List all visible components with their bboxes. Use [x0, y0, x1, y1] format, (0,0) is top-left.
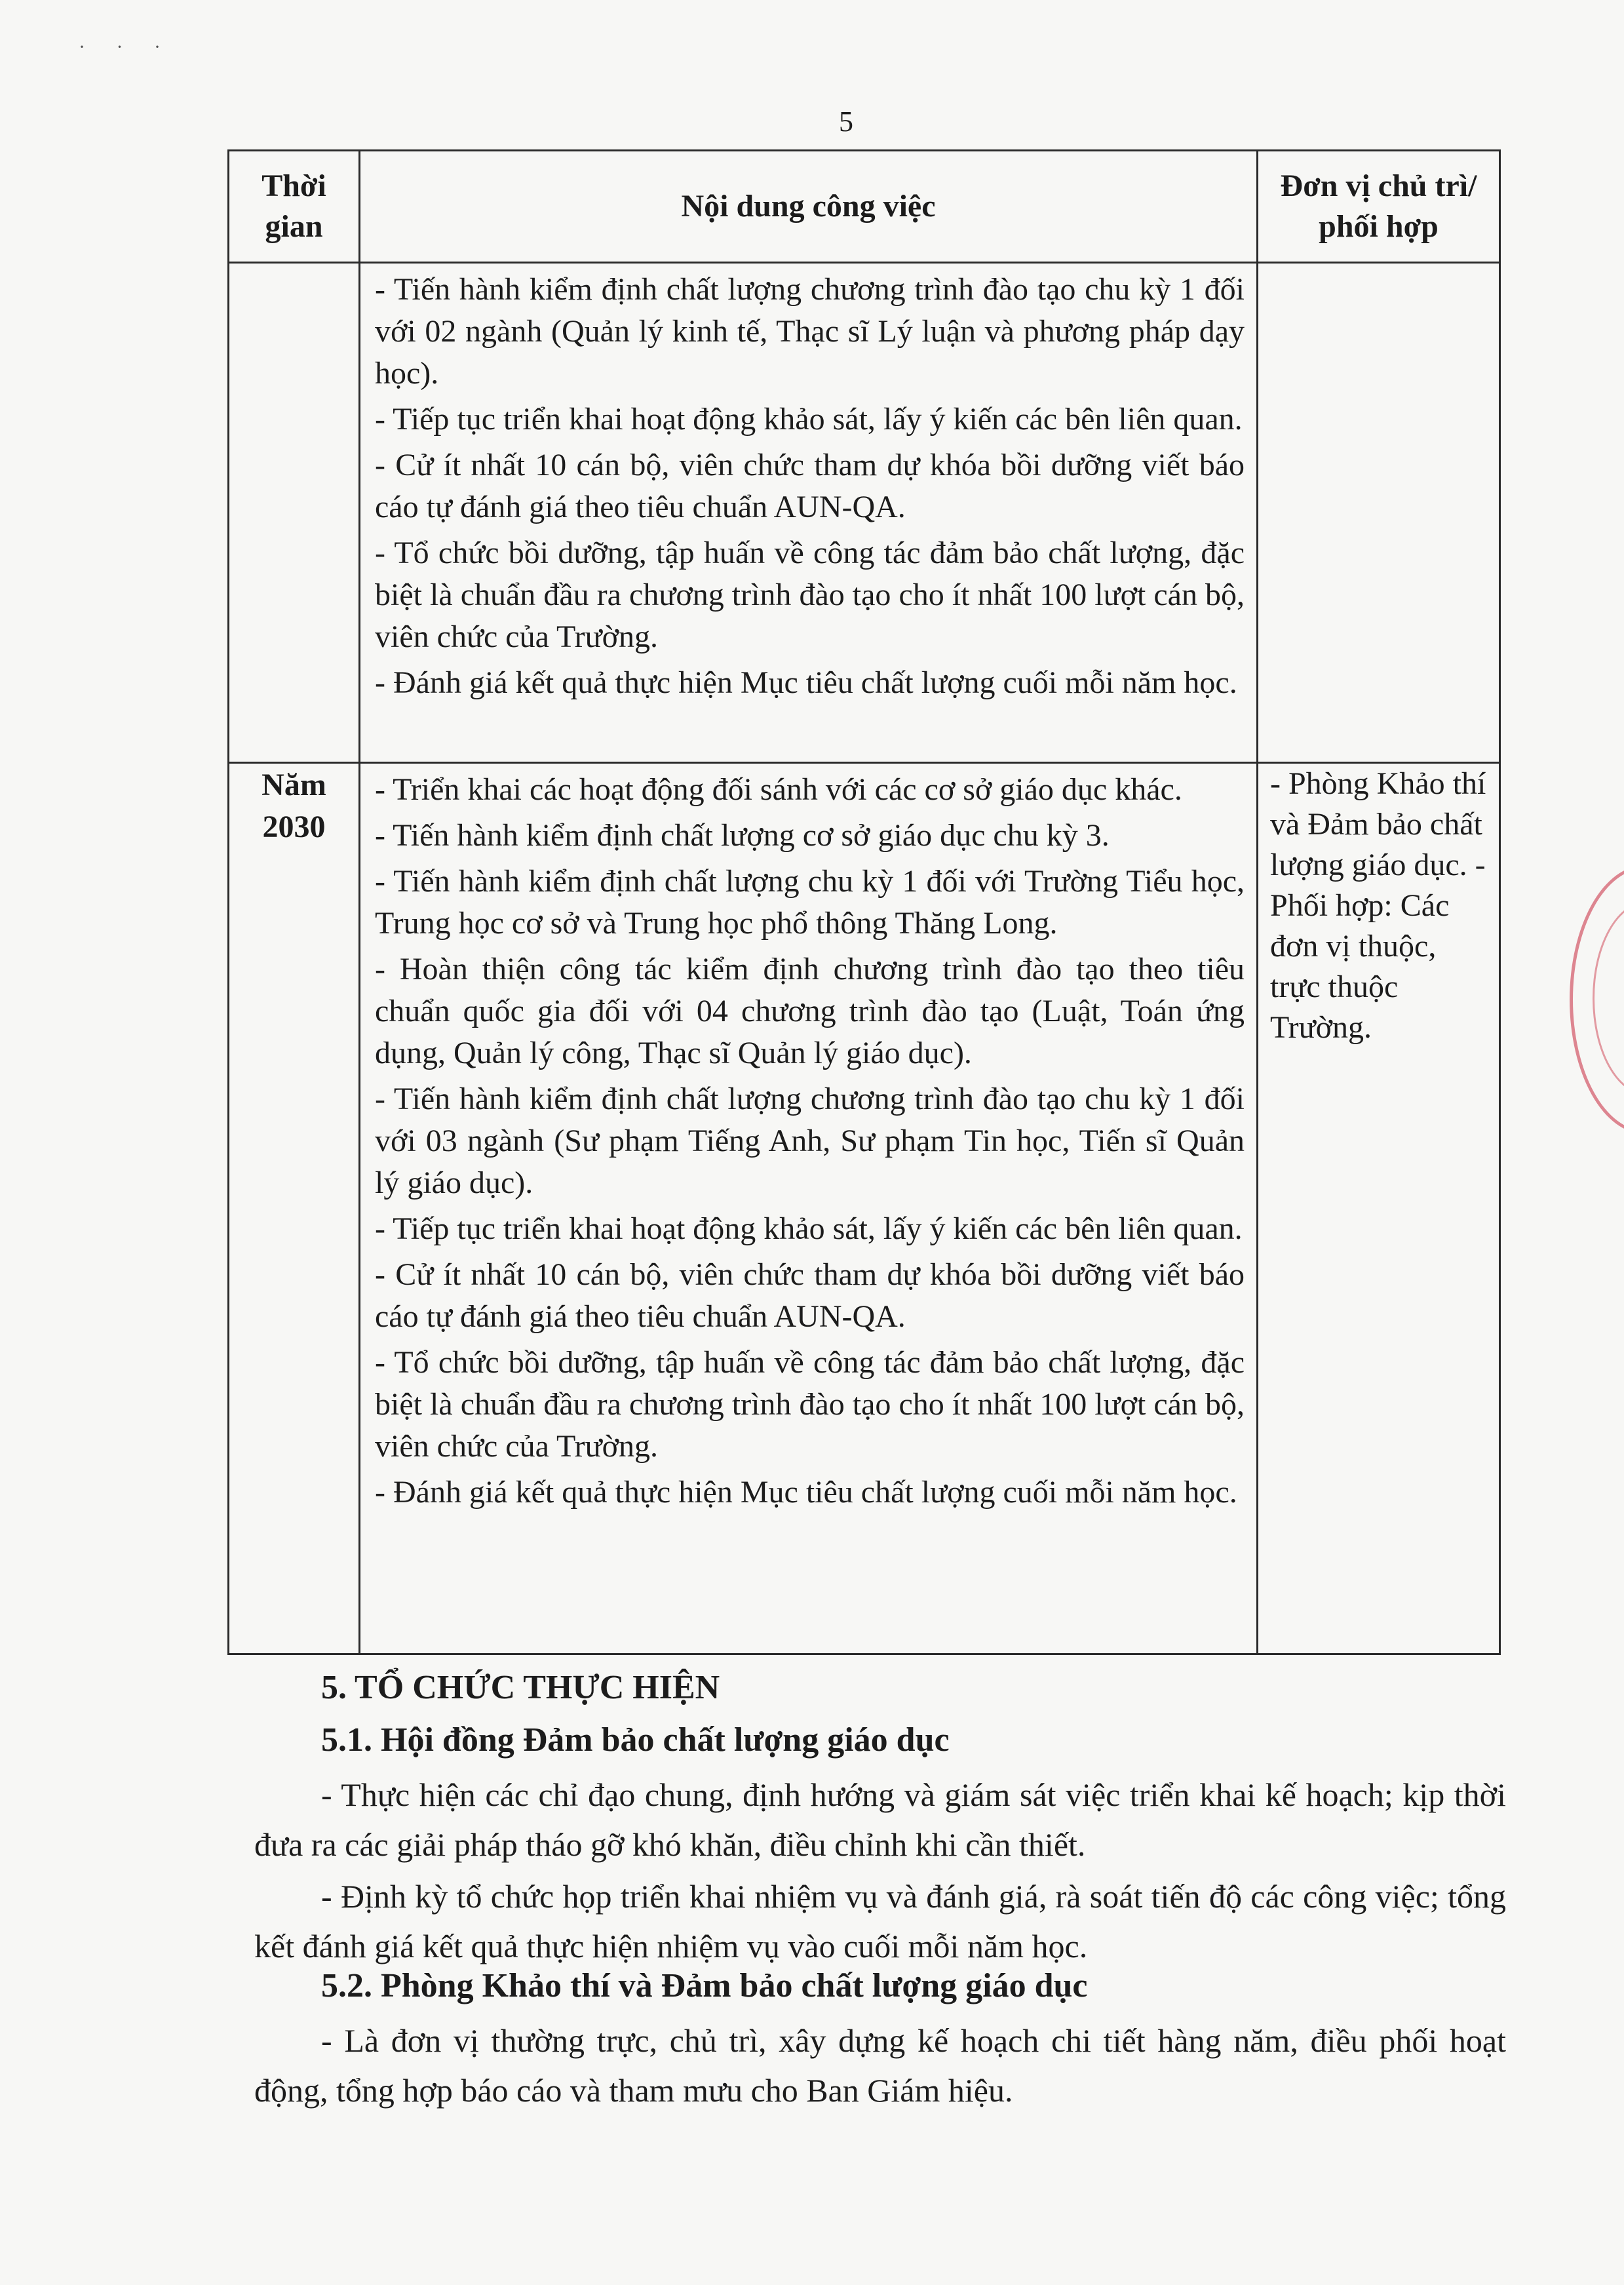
task-item: - Tiến hành kiểm định chất lượng cơ sở giáo dục chu kỳ 3. — [375, 818, 1110, 853]
task-item: - Tổ chức bồi dưỡng, tập huấn về công tác đảm bảo chất lượng, đặc biệt là chuẩn đầu ra chương trình đào tạo cho ít nhất 100 lượt cán bộ, viên chức của Trường. — [375, 536, 1245, 654]
subsection-title-5-2: 5.2. Phòng Khảo thí và Đảm bảo chất lượng giáo dục — [321, 1967, 1088, 2004]
row-unit — [1258, 263, 1500, 763]
scan-artifact: · · · — [79, 36, 174, 58]
task-item: - Tiếp tục triển khai hoạt động khảo sát, lấy ý kiến các bên liên quan. — [375, 402, 1243, 437]
task-item: - Tổ chức bồi dưỡng, tập huấn về công tác đảm bảo chất lượng, đặc biệt là chuẩn đầu ra chương trình đào tạo cho ít nhất 100 lượt cán bộ, viên chức của Trường. — [375, 1345, 1245, 1464]
header-time: Thời gian — [229, 151, 360, 263]
task-item: - Cử ít nhất 10 cán bộ, viên chức tham dự khóa bồi dưỡng viết báo cáo tự đánh giá theo tiêu chuẩn AUN-QA. — [375, 448, 1245, 524]
task-item: - Tiến hành kiểm định chất lượng chương trình đào tạo chu kỳ 1 đối với 03 ngành (Sư phạm Tiếng Anh, Sư phạm Tin học, Tiến sĩ Quản lý giáo dục). — [375, 1082, 1245, 1200]
paragraph: - Định kỳ tổ chức họp triển khai nhiệm vụ và đánh giá, rà soát tiến độ các công việc; tổng kết đánh giá kết quả thực hiện nhiệm vụ vào cuối mỗi năm học. — [254, 1878, 1506, 1964]
task-item: - Hoàn thiện công tác kiểm định chương trình đào tạo theo tiêu chuẩn quốc gia đối với 04 chương trình đào tạo (Luật, Toán ứng dụng, Quản lý công, Thạc sĩ Quản lý giáo dục). — [375, 952, 1245, 1070]
subsection-title-5-1: 5.1. Hội đồng Đảm bảo chất lượng giáo dục — [321, 1721, 950, 1759]
section-title: 5. TỔ CHỨC THỰC HIỆN — [321, 1669, 720, 1706]
page-number: 5 — [839, 106, 853, 138]
header-content: Nội dung công việc — [360, 151, 1258, 263]
task-item: - Tiến hành kiểm định chất lượng chu kỳ 1 đối với Trường Tiểu học, Trung học cơ sở và Trung học phổ thông Thăng Long. — [375, 864, 1245, 941]
header-unit: Đơn vị chủ trì/ phối hợp — [1258, 151, 1500, 263]
task-item: - Tiếp tục triển khai hoạt động khảo sát, lấy ý kiến các bên liên quan. — [375, 1211, 1243, 1246]
table-header-row — [229, 151, 1500, 263]
task-item: - Triển khai các hoạt động đối sánh với các cơ sở giáo dục khác. — [375, 772, 1182, 807]
row-content — [360, 763, 1258, 1654]
paragraph: - Là đơn vị thường trực, chủ trì, xây dựng kế hoạch chi tiết hàng năm, điều phối hoạt động, tổng hợp báo cáo và tham mưu cho Ban Giám hiệu. — [254, 2022, 1506, 2109]
row-time — [229, 263, 360, 763]
row-content — [360, 263, 1258, 763]
row-unit: - Phòng Khảo thí và Đảm bảo chất lượng giáo dục. - Phối hợp: Các đơn vị thuộc, trực thuộc Trường. — [1258, 763, 1500, 1654]
task-item: - Đánh giá kết quả thực hiện Mục tiêu chất lượng cuối mỗi năm học. — [375, 665, 1237, 700]
row-time: Năm 2030 — [229, 763, 360, 1654]
plan-table — [227, 149, 1501, 1655]
task-item: - Đánh giá kết quả thực hiện Mục tiêu chất lượng cuối mỗi năm học. — [375, 1475, 1237, 1510]
task-item: - Tiến hành kiểm định chất lượng chương trình đào tạo chu kỳ 1 đối với 02 ngành (Quản lý kinh tế, Thạc sĩ Lý luận và phương pháp dạy học). — [375, 272, 1245, 391]
table-row — [229, 263, 1500, 763]
task-item: - Cử ít nhất 10 cán bộ, viên chức tham dự khóa bồi dưỡng viết báo cáo tự đánh giá theo tiêu chuẩn AUN-QA. — [375, 1257, 1245, 1334]
table-row — [229, 763, 1500, 1654]
paragraph: - Thực hiện các chỉ đạo chung, định hướng và giám sát việc triển khai kế hoạch; kịp thời đưa ra các giải pháp tháo gỡ khó khăn, điều chỉnh khi cần thiết. — [254, 1776, 1506, 1863]
